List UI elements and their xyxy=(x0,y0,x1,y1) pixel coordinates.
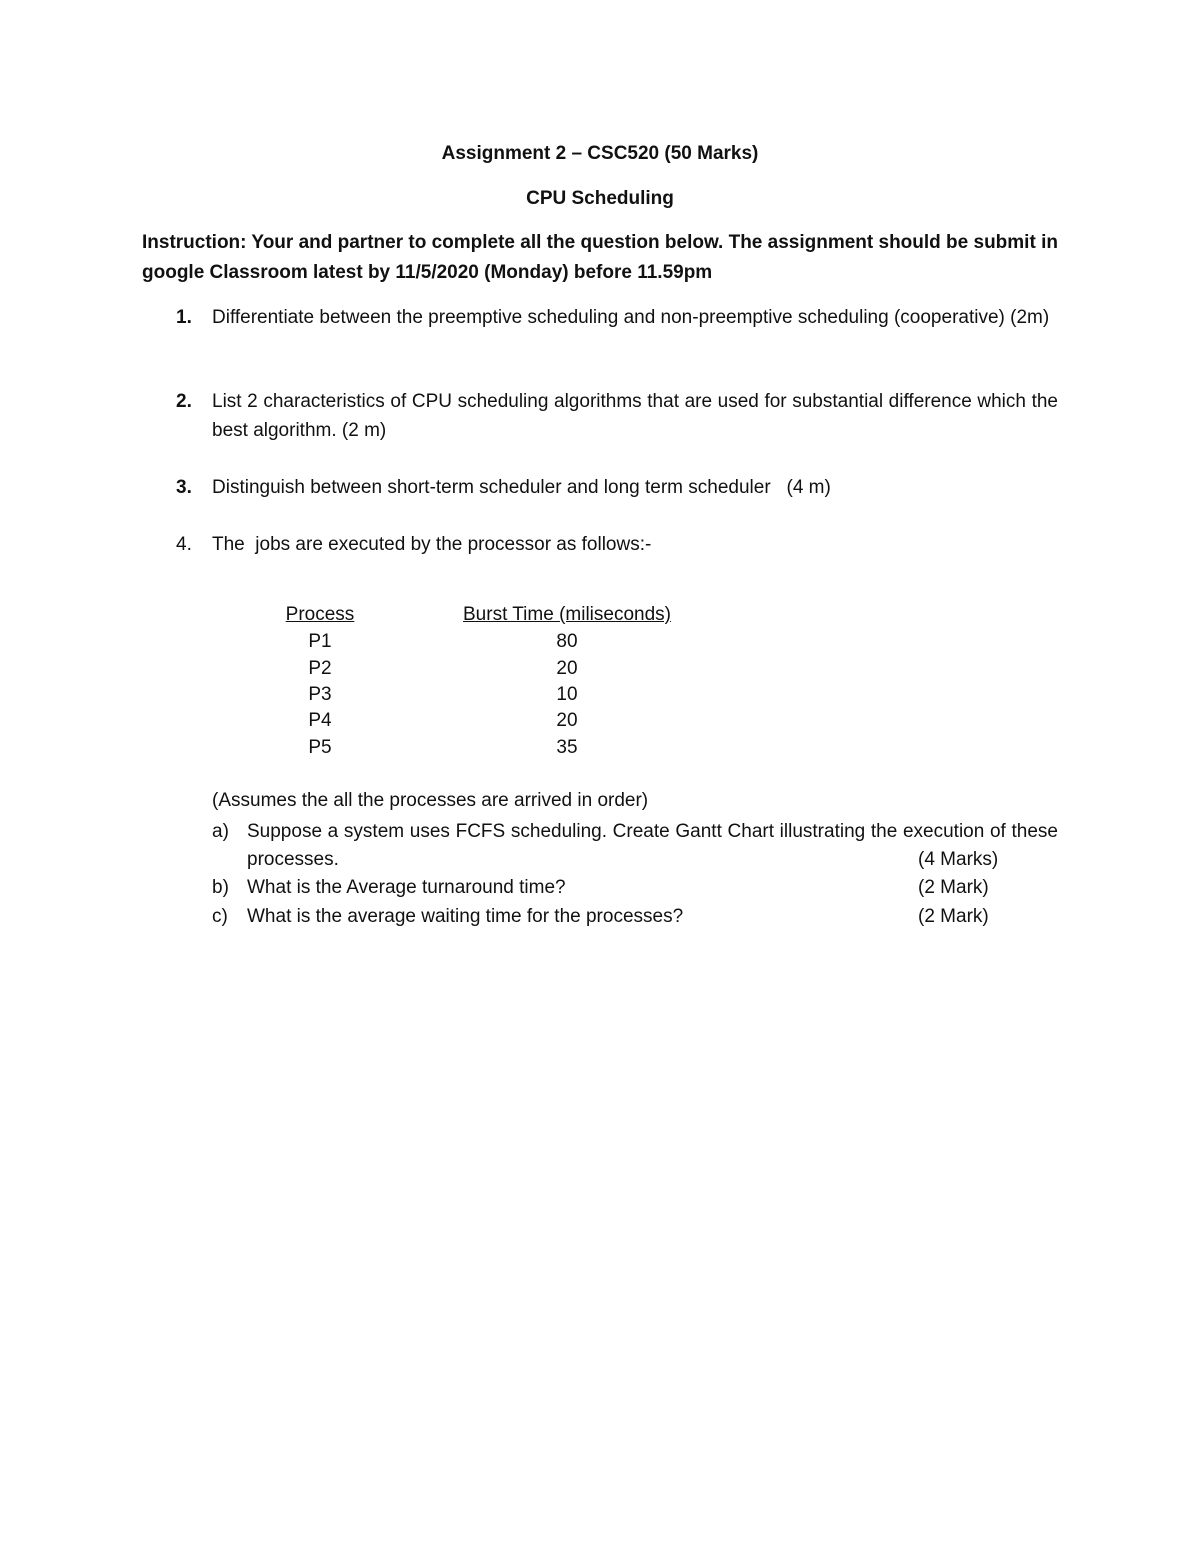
subquestion-marks: (2 Mark) xyxy=(918,906,989,927)
subquestion-b xyxy=(212,874,1058,902)
burst-time-cell: 20 xyxy=(556,658,578,679)
subquestion-letter: c) xyxy=(212,906,228,927)
process-cell: P3 xyxy=(308,684,332,705)
document-title: Assignment 2 – CSC520 (50 Marks) xyxy=(441,143,759,164)
assumption-note: (Assumes the all the processes are arrived in order) xyxy=(212,790,649,811)
column-header-process: Process xyxy=(285,604,355,625)
burst-time-cell: 80 xyxy=(556,631,578,652)
table-row xyxy=(0,737,1200,763)
burst-time-cell: 20 xyxy=(556,710,578,731)
question-text: Differentiate between the preemptive scheduling and non-preemptive scheduling (cooperative) (2m) xyxy=(212,307,1050,328)
burst-time-cell: 10 xyxy=(556,684,578,705)
question-3 xyxy=(176,473,1058,502)
question-number: 2. xyxy=(176,391,192,412)
question-4 xyxy=(176,530,1058,559)
process-cell: P2 xyxy=(308,658,332,679)
subquestion-text: What is the average waiting time for the processes? xyxy=(247,906,684,927)
process-cell: P4 xyxy=(308,710,332,731)
instruction-text: Instruction: Your and partner to complete all the question below. The assignment should be submit in google Classroom latest by 11/5/2020 (Monday) before 11.59pm xyxy=(142,232,1058,283)
subquestion-marks: (2 Mark) xyxy=(918,877,989,898)
table-row xyxy=(0,710,1200,736)
question-2 xyxy=(176,387,1058,445)
process-cell: P1 xyxy=(308,631,332,652)
subquestion-c xyxy=(212,903,1058,931)
question-number: 1. xyxy=(176,307,192,328)
table-row xyxy=(0,658,1200,684)
subquestion-letter: a) xyxy=(212,821,229,842)
question-text: Distinguish between short-term scheduler and long term scheduler (4 m) xyxy=(212,477,831,498)
question-text: The jobs are executed by the processor as follows:- xyxy=(212,534,652,555)
process-cell: P5 xyxy=(308,737,332,758)
subquestion-marks: (4 Marks) xyxy=(918,849,999,870)
table-header-row xyxy=(0,604,1200,630)
question-number: 4. xyxy=(176,534,192,555)
subquestion-text: Suppose a system uses FCFS scheduling. Create Gantt Chart illustrating the execution of these processes. xyxy=(247,821,1058,870)
burst-time-cell: 35 xyxy=(556,737,578,758)
question-1 xyxy=(176,303,1058,332)
table-row xyxy=(0,631,1200,657)
column-header-burst-time: Burst Time (miliseconds) xyxy=(463,604,671,625)
subquestion-a xyxy=(212,818,1058,874)
question-text: List 2 characteristics of CPU scheduling algorithms that are used for substantial difference which the best algorithm. (2 m) xyxy=(212,391,1058,441)
question-number: 3. xyxy=(176,477,192,498)
table-row xyxy=(0,684,1200,710)
subquestion-text: What is the Average turnaround time? xyxy=(247,877,566,898)
document-subtitle: CPU Scheduling xyxy=(526,188,674,209)
subquestion-letter: b) xyxy=(212,877,229,898)
